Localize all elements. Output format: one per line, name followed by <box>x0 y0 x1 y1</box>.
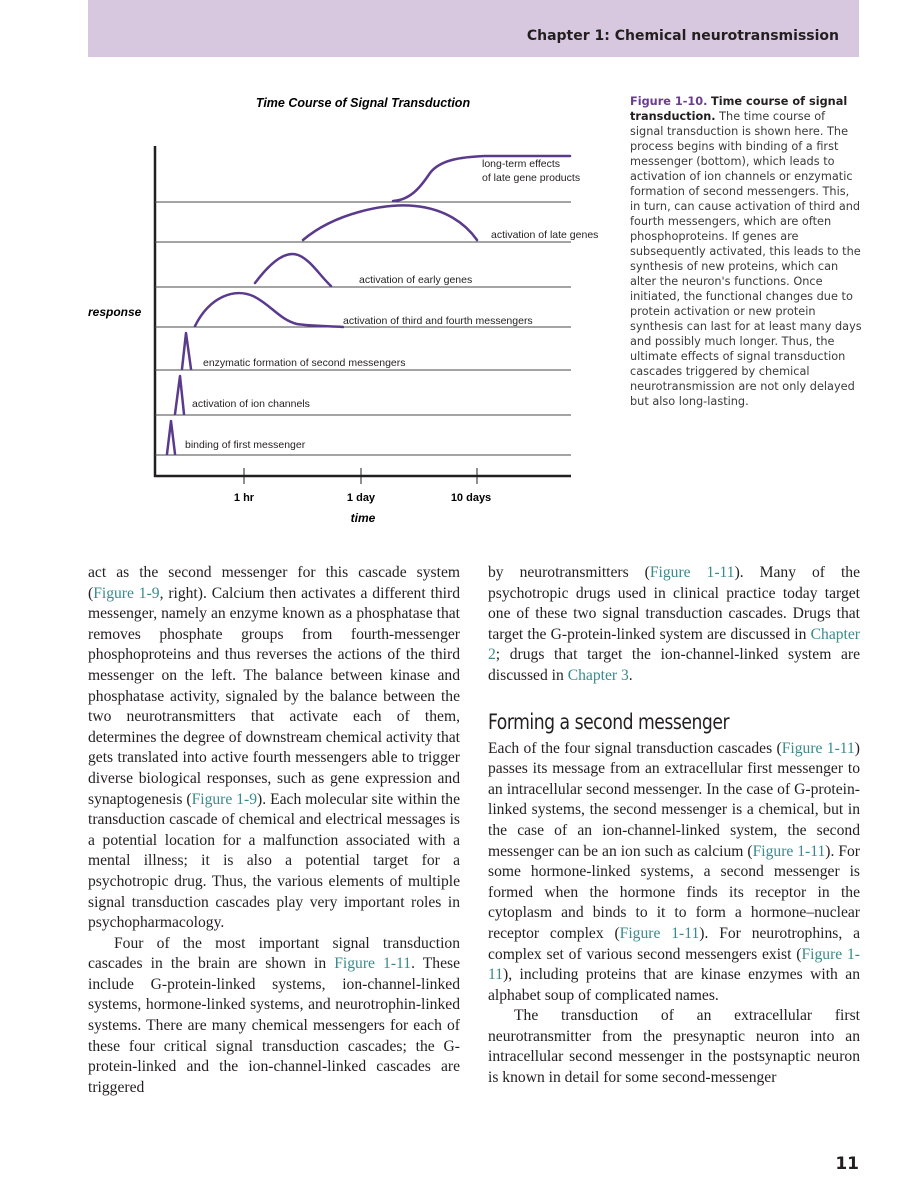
figure-link[interactable]: Figure 1-11 <box>752 842 826 860</box>
curve-second-messengers <box>182 333 191 369</box>
text-run: ). Many of the psychotropic drugs used in clinical practice today target one of these two signal transduction cascades. Drugs that target the G-protein-linked system are discussed in <box>488 564 860 643</box>
left-text-column <box>88 563 460 1098</box>
page-number: 11 <box>835 1154 859 1174</box>
time-course-diagram <box>85 88 620 533</box>
caption-body: The time course of signal transduction is shown here. The process begins with binding of a first messenger (bottom), which leads to activation of ion channels or enzymatic formation of second messengers. This, in turn, can cause activation of third and fourth messengers, which are often phosphoproteins. If genes are subsequently activated, this leads to the synthesis of new proteins, which can alter the neuron's functions. Once initiated, the functional changes due to protein activation or new protein synthesis can last for at least many days and possibly much longer. Thus, the ultimate effects of signal transduction cascades triggered by chemical neurotransmission are not only delayed but also long-lasting. <box>630 110 862 408</box>
left-paragraph-2 <box>88 934 460 1099</box>
figure-link[interactable]: Figure 1-11 <box>781 739 855 757</box>
text-run: ; drugs that target the ion-channel-linked system are discussed in <box>488 646 860 684</box>
text-run: ). Each molecular site within the transduction cascade of chemical and electrical messages is a potential location for a malfunction associated with a mental illness; it is also a potential target for a psychotropic drug. Thus, the various elements of multiple signal transduction cascades play very important roles in psychopharmacology. <box>88 790 460 932</box>
text-run: by neurotransmitters ( <box>488 564 650 581</box>
text-run: act as the second messenger for this cascade system ( <box>88 564 460 602</box>
right-paragraph-3: The transduction of an extracellular first neurotransmitter from the presynaptic neuron into an intracellular second messenger in the postsynaptic neuron is known in detail for some second-messenger <box>488 1007 860 1087</box>
curve-third-fourth-messengers <box>195 293 343 327</box>
tick-label-1hr: 1 hr <box>233 492 255 504</box>
label-long-term-effects: long-term effects <box>482 158 561 170</box>
label-early-genes: activation of early genes <box>359 274 473 286</box>
text-run: ). For neurotrophins, a complex set of various second messengers exist ( <box>488 924 860 963</box>
caption-figure-number: Figure 1-10. <box>630 95 708 108</box>
tick-label-10days: 10 days <box>450 492 492 504</box>
chapter-link[interactable]: Chapter 2 <box>488 625 860 664</box>
right-paragraph-1 <box>488 563 860 687</box>
label-ion-channels: activation of ion channels <box>192 398 310 410</box>
label-late-gene-products: of late gene products <box>482 172 581 184</box>
curve-early-genes <box>255 254 331 286</box>
label-first-messenger: binding of first messenger <box>185 439 306 451</box>
text-run: ). For some hormone-linked systems, a second messenger is formed when the hormone finds its receptor in the cytoplasm and binds to it to form a hormone–nuclear receptor complex ( <box>488 842 860 942</box>
figure-time-course <box>85 88 620 533</box>
chapter-title: Chapter 1: Chemical neurotransmission <box>526 28 839 44</box>
text-run: Each of the four signal transduction cascades ( <box>488 739 782 757</box>
curve-late-genes <box>303 205 477 240</box>
right-paragraph-2 <box>488 739 860 1007</box>
y-axis-title: response <box>88 305 142 319</box>
caption-title: Time course of signal transduction. <box>630 95 848 123</box>
figure-title: Time Course of Signal Transduction <box>255 96 471 110</box>
text-run: . <box>628 666 633 684</box>
chapter-header-band <box>88 0 859 57</box>
figure-link[interactable]: Figure 1-11 <box>334 955 412 973</box>
figure-link[interactable]: Figure 1-11 <box>488 945 860 984</box>
text-run: Four of the most important signal transduction cascades in the brain are shown in <box>88 934 460 973</box>
label-third-fourth-messengers: activation of third and fourth messengers <box>343 315 533 327</box>
tick-label-1day: 1 day <box>346 492 376 504</box>
figure-link[interactable]: Figure 1-9 <box>93 584 160 602</box>
figure-link[interactable]: Figure 1-11 <box>649 564 735 581</box>
text-run: . These include G-protein-linked systems, ion-channel-linked systems, hormone-linked systems, and neurotrophin-linked systems. There are many chemical messengers for each of these four critical signal transduction cascades; the G-protein-linked and the ion-channel-linked cascades are triggered <box>88 955 460 1096</box>
text-run: , right). Calcium then activates a different third messenger, namely an enzyme known as a phosphatase that removes phosphate groups from fourth-messenger phosphoproteins and thus reverses the actions of the third messenger on the left. The balance between kinase and phosphatase activity, signaled by the balance between the two neurotransmitters that activate each of them, determines the degree of downstream chemical activity that gets translated into active fourth messengers able to trigger diverse biological responses, such as gene expression and synaptogenesis ( <box>88 584 460 808</box>
label-late-genes: activation of late genes <box>491 229 599 241</box>
figure-caption <box>630 94 862 409</box>
chapter-link[interactable]: Chapter 3 <box>567 666 629 684</box>
figure-link[interactable]: Figure 1-11 <box>619 924 700 942</box>
curve-first-messenger <box>167 421 175 454</box>
curve-ion-channels <box>175 376 184 414</box>
text-run: ), including proteins that are kinase enzymes with an alphabet soup of complicated names. <box>488 966 860 1004</box>
x-axis-title: time <box>350 511 376 525</box>
text-run: ) passes its message from an extracellular first messenger to an intracellular second messenger. In the case of G-protein-linked systems, the second messenger is a chemical, but in the case of an ion-channel-linked system, the second messenger can be an ion such as calcium ( <box>488 739 860 860</box>
left-paragraph-1 <box>88 563 460 934</box>
label-second-messengers: enzymatic formation of second messengers <box>203 357 406 369</box>
figure-link[interactable]: Figure 1-9 <box>191 790 258 808</box>
right-text-column <box>488 563 860 1089</box>
section-heading: Forming a second messenger <box>488 709 730 734</box>
